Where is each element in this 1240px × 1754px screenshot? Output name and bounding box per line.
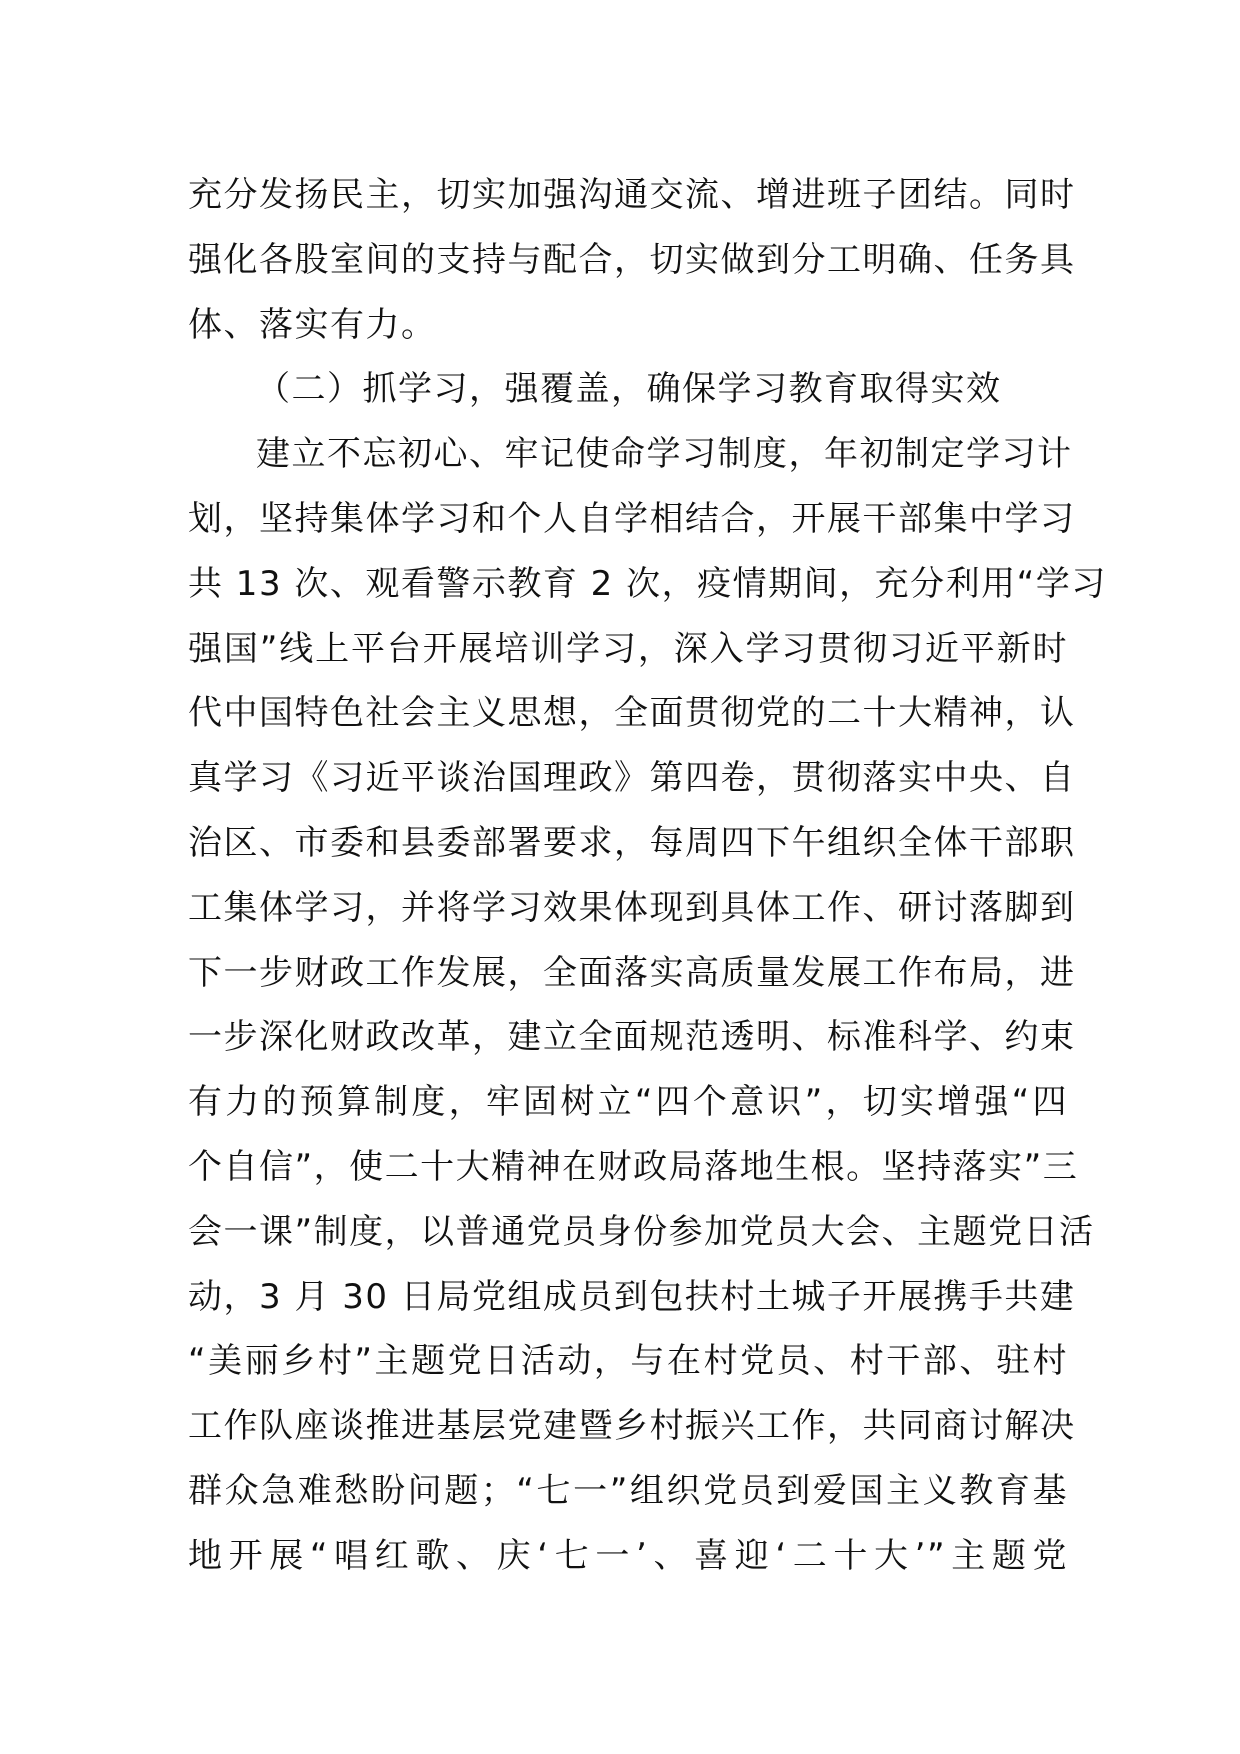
paragraph-first-line: 建立不忘初心、牢记使命学习制度，年初制定学习计 [256, 434, 1073, 475]
text-line: “美丽乡村”主题党日活动，与在村党员、村干部、驻村 [188, 1341, 1068, 1382]
text-line: 一步深化财政改革，建立全面规范透明、标准科学、约束 [188, 1017, 1076, 1058]
text-line: 个自信”，使二十大精神在财政局落地生根。坚持落实”三 [188, 1146, 1079, 1187]
text-line: 共 13 次、观看警示教育 2 次，疫情期间，充分利用“学习 [188, 563, 1107, 604]
text-line: 有力的预算制度，牢固树立“四个意识”，切实增强“四 [188, 1082, 1068, 1123]
text-line: 强化各股室间的支持与配合，切实做到分工明确、任务具 [188, 239, 1076, 280]
text-line: 下一步财政工作发展，全面落实高质量发展工作布局，进 [188, 952, 1076, 993]
text-line: 体、落实有力。 [188, 304, 437, 345]
text-line: 充分发扬民主，切实加强沟通交流、增进班子团结。同时 [188, 175, 1076, 215]
text-line: 工集体学习，并将学习效果体现到具体工作、研讨落脚到 [188, 887, 1076, 928]
text-line: 群众急难愁盼问题；“七一”组织党员到爱国主义教育基 [188, 1470, 1068, 1511]
text-line: 划，坚持集体学习和个人自学相结合，开展干部集中学习 [188, 498, 1076, 539]
text-line: 工作队座谈推进基层党建暨乡村振兴工作，共同商讨解决 [188, 1406, 1076, 1447]
text-line: 动，3 月 30 日局党组成员到包扶村土城子开展携手共建 [188, 1276, 1076, 1317]
text-line: 强国”线上平台开展培训学习，深入学习贯彻习近平新时 [188, 628, 1068, 669]
body-text [188, 163, 1107, 1589]
section-heading: （二）抓学习，强覆盖，确保学习教育取得实效 [256, 369, 1002, 410]
text-line: 会一课”制度，以普通党员身份参加党员大会、主题党日活 [188, 1211, 1095, 1252]
text-line: 真学习《习近平谈治国理政》第四卷，贯彻落实中央、自 [188, 758, 1076, 799]
text-line: 代中国特色社会主义思想，全面贯彻党的二十大精神，认 [188, 693, 1076, 734]
text-line: 地开展“唱红歌、庆‘七一’、喜迎‘二十大’”主题党 [188, 1535, 1068, 1576]
text-line: 治区、市委和县委部署要求，每周四下午组织全体干部职 [188, 822, 1076, 863]
